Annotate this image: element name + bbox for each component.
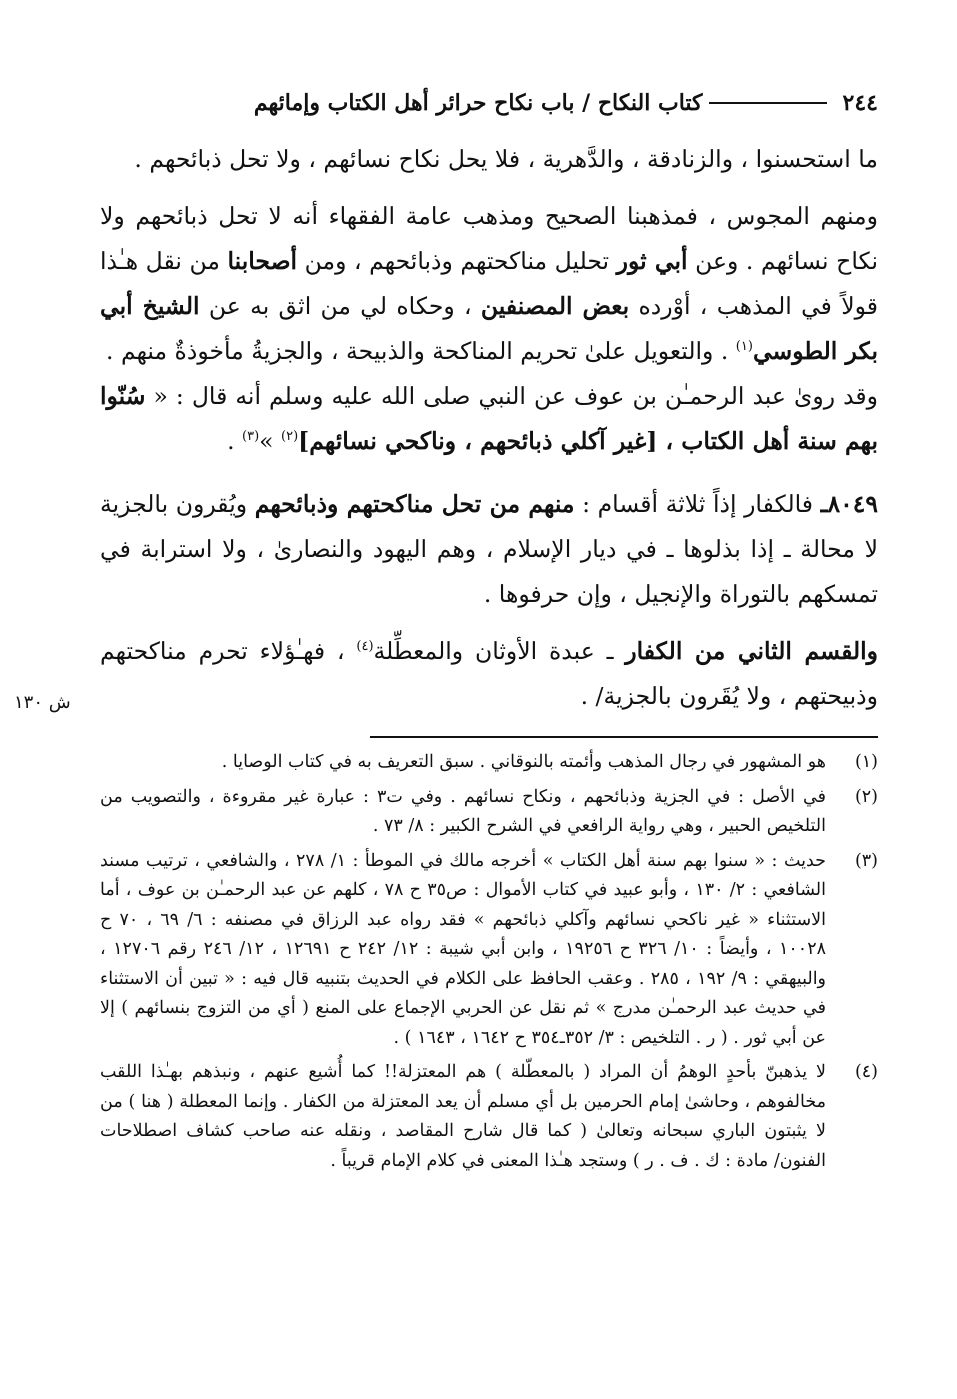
running-title: كتاب النكاح / باب نكاح حرائر أهل الكتاب وإمائهم [253,90,703,116]
text-run: ويُقرون بالجزية لا محالة ـ إذا بذلوها ـ في ديار الإسلام ، وهم اليهود والنصارىٰ ، ولا استرابة في تمسكهم بالتوراة والإنجيل ، وإن حرفوها . [100,490,878,608]
footnote-separator [370,736,878,738]
text-run: ومنهم المجوس ، فمذهبنا الصحيح ومذهب عامة الفقهاء أنه لا تحل ذبائحهم ولا نكاح نسائهم . وعن [100,202,878,275]
name-abu-thawr: أبي ثور [616,247,688,275]
text-run: ، فهـٰؤلاء تحرم مناكحتهم وذبيحتهم ، ولا يُقَرون بالجزية/ . [100,637,878,710]
footnote-text: في الأصل : في الجزية وذبائحهم ، ونكاح نسائهم . وفي ت٣ : عبارة غير مقروءة ، والتصويب من التلخيص الحبير ، وهي رواية الرافعي في الشرح الكبير : ٨/ ٧٣ . [100,786,826,836]
paragraph-5 [100,629,878,719]
page-number: ٢٤٤ [842,90,878,116]
footnote-ref-4[interactable]: (٤) [356,639,374,655]
paragraph-2 [100,194,878,374]
footnote-ref-3[interactable]: (٣) [242,429,260,445]
hadith-quote: سُنّوا بهم سنة أهل الكتاب ، [غير آكلي ذبائحهم ، وناكحي نسائهم] [100,382,878,455]
main-text [100,137,878,719]
term-ashabuna: أصحابنا [227,247,298,275]
footnote-text: هو المشهور في رجال المذهب وأئمته بالنوقاني . سبق التعريف به في كتاب الوصايا . [221,752,826,772]
category-one: منهم من تحل مناكحتهم وذبائحهم [254,490,575,518]
footnote-text: لا يذهبنّ بأحدٍ الوهمُ أن المراد ( بالمعطّلة ) هم المعتزلة!! كما أُشيع عنهم ، ونبذهم بهـٰذا اللقب مخالفوهم ، وحاشىٰ إمام الحرمين بل أي مسلم أن يعد المعتزلة من الكفار . وإنما المعطلة ( هنا ) من لا يثبتون الباري سبحانه وتعالىٰ ( كما قال شارح المقاصد ، ونقله عنه صاحب كشاف اصطلاحات الفنون/ مادة : ك . ف . ر ) وستجد هـٰذا المعنى في كلام الإمام قريباً . [100,1062,826,1171]
footnote-number: (٣) [854,850,878,871]
term-some-authors: بعض المصنفين [480,292,630,320]
text-run: وقد روىٰ عبد الرحمـٰن بن عوف عن النبي صلى الله عليه وسلم أنه قال : « [145,382,878,410]
text-run: ـ عبدة الأوثان والمعطِّلة [373,637,626,665]
text-run: تحليل مناكحتهم وذبائحهم ، ومن [297,247,617,275]
footnote-ref-2[interactable]: (٢) [281,429,299,445]
footnote-number: (٤) [854,1062,878,1082]
text-run: . والتعويل علىٰ تحريم المناكحة والذبيحة ، والجزيةُ مأخوذةٌ منهم . [106,337,736,365]
category-two: والقسم الثاني من الكفار [625,637,878,665]
paragraph-1: ما استحسنوا ، والزنادقة ، والدَّهرية ، فلا يحل نكاح نسائهم ، ولا تحل ذبائحهم . [134,145,878,173]
manuscript-folio-note: ش ١٣٠ [14,692,71,713]
footnote-text: حديث : « سنوا بهم سنة أهل الكتاب » أخرجه مالك في الموطأ : ١/ ٢٧٨ ، والشافعي ، ترتيب مسند الشافعي : ٢/ ١٣٠ ، وأبو عبيد في كتاب الأموال : ص٣٥ ح ٧٨ ، كلهم عن عبد الرحمـٰن بن عوف ، أما الاستثناء « غير ناكحي نسائهم وآكلي ذبائحهم » فقد رواه عبد الرزاق في مصنفه : ٦/ ٦٩ ، ٧٠ ح ١٠٠٢٨ ، وأيضاً : ١٠/ ٣٢٦ ح ١٩٢٥٦ ، وابن أبي شيبة : ١٢/ ٢٤٢ ح ١٢٦٩١ ، ١٢/ ٢٤٦ رقم ١٢٧٠٦ ، والبيهقي : ٩/ ١٩٢ ، ٢٨٥ . وعقب الحافظ على الكلام في الحديث بتنبيه قال فيه : « تبين أن الاستثناء في حديث عبد الرحمـٰن مدرج » ثم نقل عن الحربي الإجماع على المنع ( أي من التزوج بنسائهم ) إلا عن أبي ثور . ( ر . التلخيص : ٣/ ٣٥٢ـ٣٥٤ ح ١٦٤٢ ، ١٦٤٣ ) . [100,850,827,1048]
footnote [100,1058,878,1176]
footnote [100,847,878,1054]
text-run: من نقل هـٰذا قولاً في المذهب ، أوْرده [100,247,878,320]
text-run: فالكفار إذاً ثلاثة أقسام : [574,490,821,518]
header-rule [709,102,827,104]
paragraph-3 [100,374,878,464]
page-header [100,82,878,124]
section-number: ٨٠٤٩ـ [820,490,878,518]
footnote [100,748,878,778]
footnote [100,783,878,842]
footnote-ref-1[interactable]: (١) [735,339,753,355]
text-run: » [259,427,282,455]
text-run: . [227,427,243,455]
text-run: ، وحكاه لي من اثق به عن [199,292,481,320]
footnote-number: (١) [854,752,878,772]
name-tusi: الشيخ أبي بكر الطوسي [100,292,878,365]
footnote-number: (٢) [854,786,878,807]
footnotes [100,748,878,1181]
paragraph-4 [100,482,878,617]
